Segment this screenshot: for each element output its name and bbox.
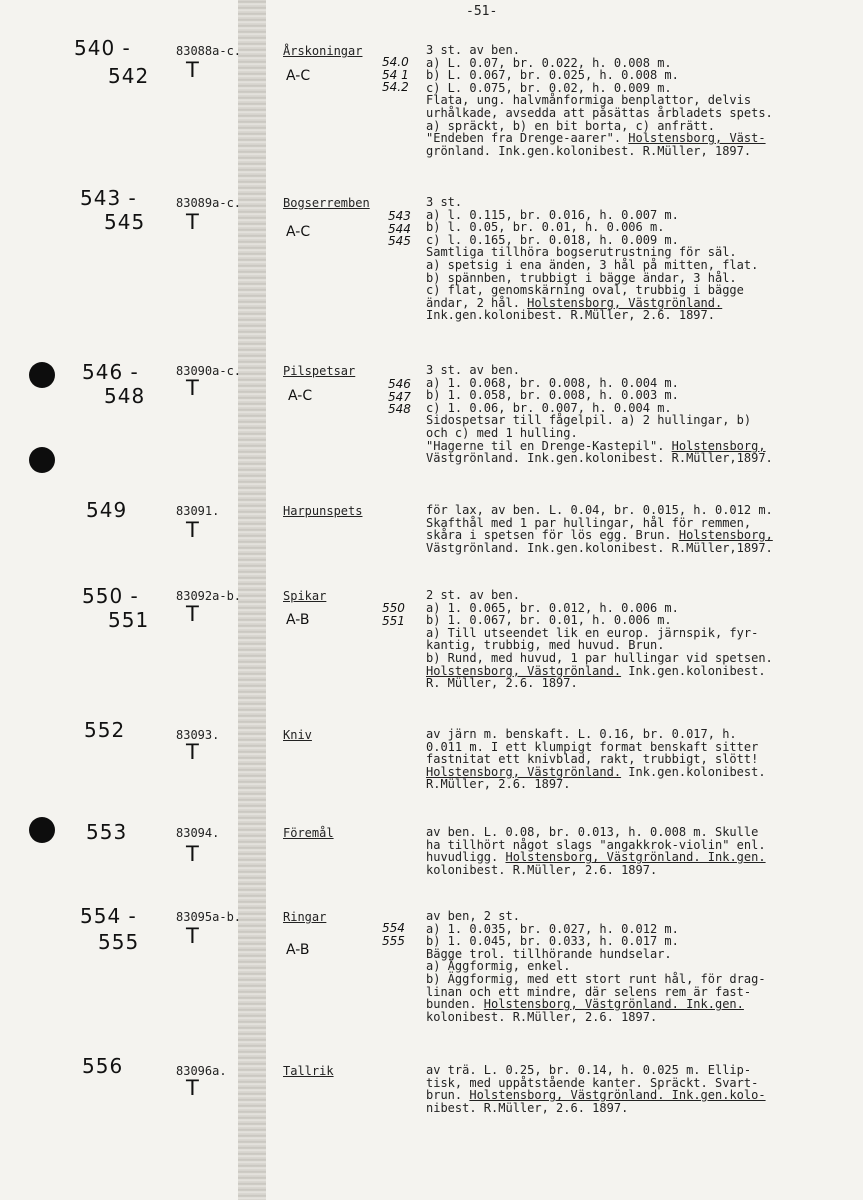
handwritten-number: 540 - xyxy=(74,36,131,60)
catalog-number: 83094. xyxy=(176,826,220,840)
page-number: -51- xyxy=(466,4,498,19)
handwritten-subnumbers: 554 555 xyxy=(382,921,405,948)
catalog-number: 83092a-b. xyxy=(176,589,242,603)
entry-description: av järn m. benskaft. L. 0.16, br. 0.017, h. 0.011 m. I ett klumpigt format benskaft sitter fastnitat ett knivblad, rakt, trubbigt, slött! Holstensborg, Västgrönland. Ink.gen.kolonibest. R.Müller, 2.6. 1897. xyxy=(426,727,766,792)
catalog-number: 83095a-b. xyxy=(176,910,242,924)
handwritten-number: 550 - xyxy=(82,584,139,608)
handwritten-subnumbers: 543 544 545 xyxy=(388,209,411,249)
handwritten-t: T xyxy=(186,376,199,400)
handwritten-number: 553 xyxy=(86,820,128,844)
handwritten-t: T xyxy=(186,58,199,82)
handwritten-number: 546 - xyxy=(82,360,139,384)
handwritten-range: A-B xyxy=(286,942,310,958)
handwritten-range: A-B xyxy=(286,612,310,628)
catalog-number: 83090a-c. xyxy=(176,364,242,378)
catalog-number: 83093. xyxy=(176,728,220,742)
object-term: Harpunspets xyxy=(283,504,363,518)
object-term: Föremål xyxy=(283,826,334,840)
handwritten-t: T xyxy=(186,518,199,542)
handwritten-t: T xyxy=(186,1076,199,1100)
handwritten-number-end: 545 xyxy=(104,210,146,234)
binding-shadow xyxy=(238,0,266,1200)
object-term: Bogserremben xyxy=(283,196,370,210)
entry-description: av ben. L. 0.08, br. 0.013, h. 0.008 m. Skulle ha tillhört något slags "angakkrok-violin" enl. huvudligg. Holstensborg, Västgrönland. Ink.gen. kolonibest. R.Müller, 2.6. 1897. xyxy=(426,825,766,877)
entry-description: 2 st. av ben. a) 1. 0.065, br. 0.012, h. 0.006 m. b) 1. 0.067, br. 0.01, h. 0.006 m. a) Till utseendet lik en europ. järnspik, fyr- kantig, trubbig, med huvud. Brun. b) Rund, med huvud, 1 par hullingar vid spetsen. Holstensborg, Västgrönland. Ink.gen.kolonibest. R. Müller, 2.6. 1897. xyxy=(426,588,773,691)
handwritten-subnumbers: 550 551 xyxy=(382,601,405,628)
handwritten-t: T xyxy=(186,842,199,866)
handwritten-number: 549 xyxy=(86,498,128,522)
handwritten-number-end: 551 xyxy=(108,608,150,632)
punch-hole xyxy=(29,362,55,388)
entry-description: 3 st. av ben. a) L. 0.07, br. 0.022, h. 0.008 m. b) L. 0.067, br. 0.025, h. 0.008 m. c) L. 0.075, br. 0.02, h. 0.009 m. Flata, ung. halvmånformiga benplattor, delvis urhålkade, avsedda att påsättas årbladets spets. a) spräckt, b) en bit borta, c) anfrätt. "Endeben fra Drenge-aarer". Holstensborg, Väst- grönland. Ink.gen.kolonibest. R.Müller, 1897. xyxy=(426,43,773,158)
handwritten-subnumbers: 54.0 54 1 54.2 xyxy=(382,55,409,95)
entry-description: av ben, 2 st. a) 1. 0.035, br. 0.027, h. 0.012 m. b) 1. 0.045, br. 0.033, h. 0.017 m. Bägge trol. tillhörande hundselar. a) Äggformig, enkel. b) Äggformig, med ett stort runt hål, för drag- linan och ett mindre, där selens rem är fast- bunden. Holstensborg, Västgrönland. Ink.gen. kolonibest. R.Müller, 2.6. 1897. xyxy=(426,909,766,1024)
object-term: Tallrik xyxy=(283,1064,334,1078)
handwritten-range: A-C xyxy=(286,224,311,240)
object-term: Pilspetsar xyxy=(283,364,356,378)
catalog-number: 83096a. xyxy=(176,1064,227,1078)
object-term: Ringar xyxy=(283,910,327,924)
entry-description: 3 st. av ben. a) 1. 0.068, br. 0.008, h. 0.004 m. b) 1. 0.058, br. 0.008, h. 0.003 m. c) 1. 0.06, br. 0.007, h. 0.004 m. Sidospetsar till fågelpil. a) 2 hullingar, b) och c) med 1 hulling. "Hagerne til en Drenge-Kastepil". Holstensborg, Västgrönland. Ink.gen.kolonibest. R.Müller,1897. xyxy=(426,363,773,466)
punch-hole xyxy=(29,447,55,473)
handwritten-range: A-C xyxy=(286,68,311,84)
handwritten-t: T xyxy=(186,924,199,948)
handwritten-subnumbers: 546 547 548 xyxy=(388,377,411,417)
object-term: Årskoningar xyxy=(283,44,363,58)
catalog-number: 83091. xyxy=(176,504,220,518)
object-term: Kniv xyxy=(283,728,312,742)
entry-description: av trä. L. 0.25, br. 0.14, h. 0.025 m. Ellip- tisk, med uppåtstående kanter. Spräckt. Svart- brun. Holstensborg, Västgrönland. Ink.gen.kolo- nibest. R.Müller, 2.6. 1897. xyxy=(426,1063,766,1115)
handwritten-number: 543 - xyxy=(80,186,137,210)
handwritten-number: 552 xyxy=(84,718,126,742)
handwritten-number-end: 548 xyxy=(104,384,146,408)
punch-hole xyxy=(29,817,55,843)
handwritten-t: T xyxy=(186,210,199,234)
catalog-number: 83088a-c. xyxy=(176,44,242,58)
handwritten-range: A-C xyxy=(288,388,313,404)
entry-description: 3 st. a) l. 0.115, br. 0.016, h. 0.007 m. b) l. 0.05, br. 0.01, h. 0.006 m. c) l. 0.165, br. 0.018, h. 0.009 m. Samtliga tillhöra bogserutrustning för säl. a) spetsig i ena änden, 3 hål på mitten, flat. b) spännben, trubbigt i bägge ändar, 3 hål. c) flat, genomskärning oval, trubbig i bägge ändar, 2 hål. Holstensborg, Västgrönland. Ink.gen.kolonibest. R.Müller, 2.6. 1897. xyxy=(426,195,759,323)
catalog-number: 83089a-c. xyxy=(176,196,242,210)
handwritten-t: T xyxy=(186,740,199,764)
handwritten-number: 556 xyxy=(82,1054,124,1078)
handwritten-number: 554 - xyxy=(80,904,137,928)
handwritten-number-end: 555 xyxy=(98,930,140,954)
entry-description: för lax, av ben. L. 0.04, br. 0.015, h. 0.012 m. Skafthål med 1 par hullingar, hål för remmen, skåra i spetsen för lös egg. Brun. Holstensborg, Västgrönland. Ink.gen.kolonibest. R.Müller,1897. xyxy=(426,503,773,555)
handwritten-t: T xyxy=(186,602,199,626)
handwritten-number-end: 542 xyxy=(108,64,150,88)
object-term: Spikar xyxy=(283,589,327,603)
